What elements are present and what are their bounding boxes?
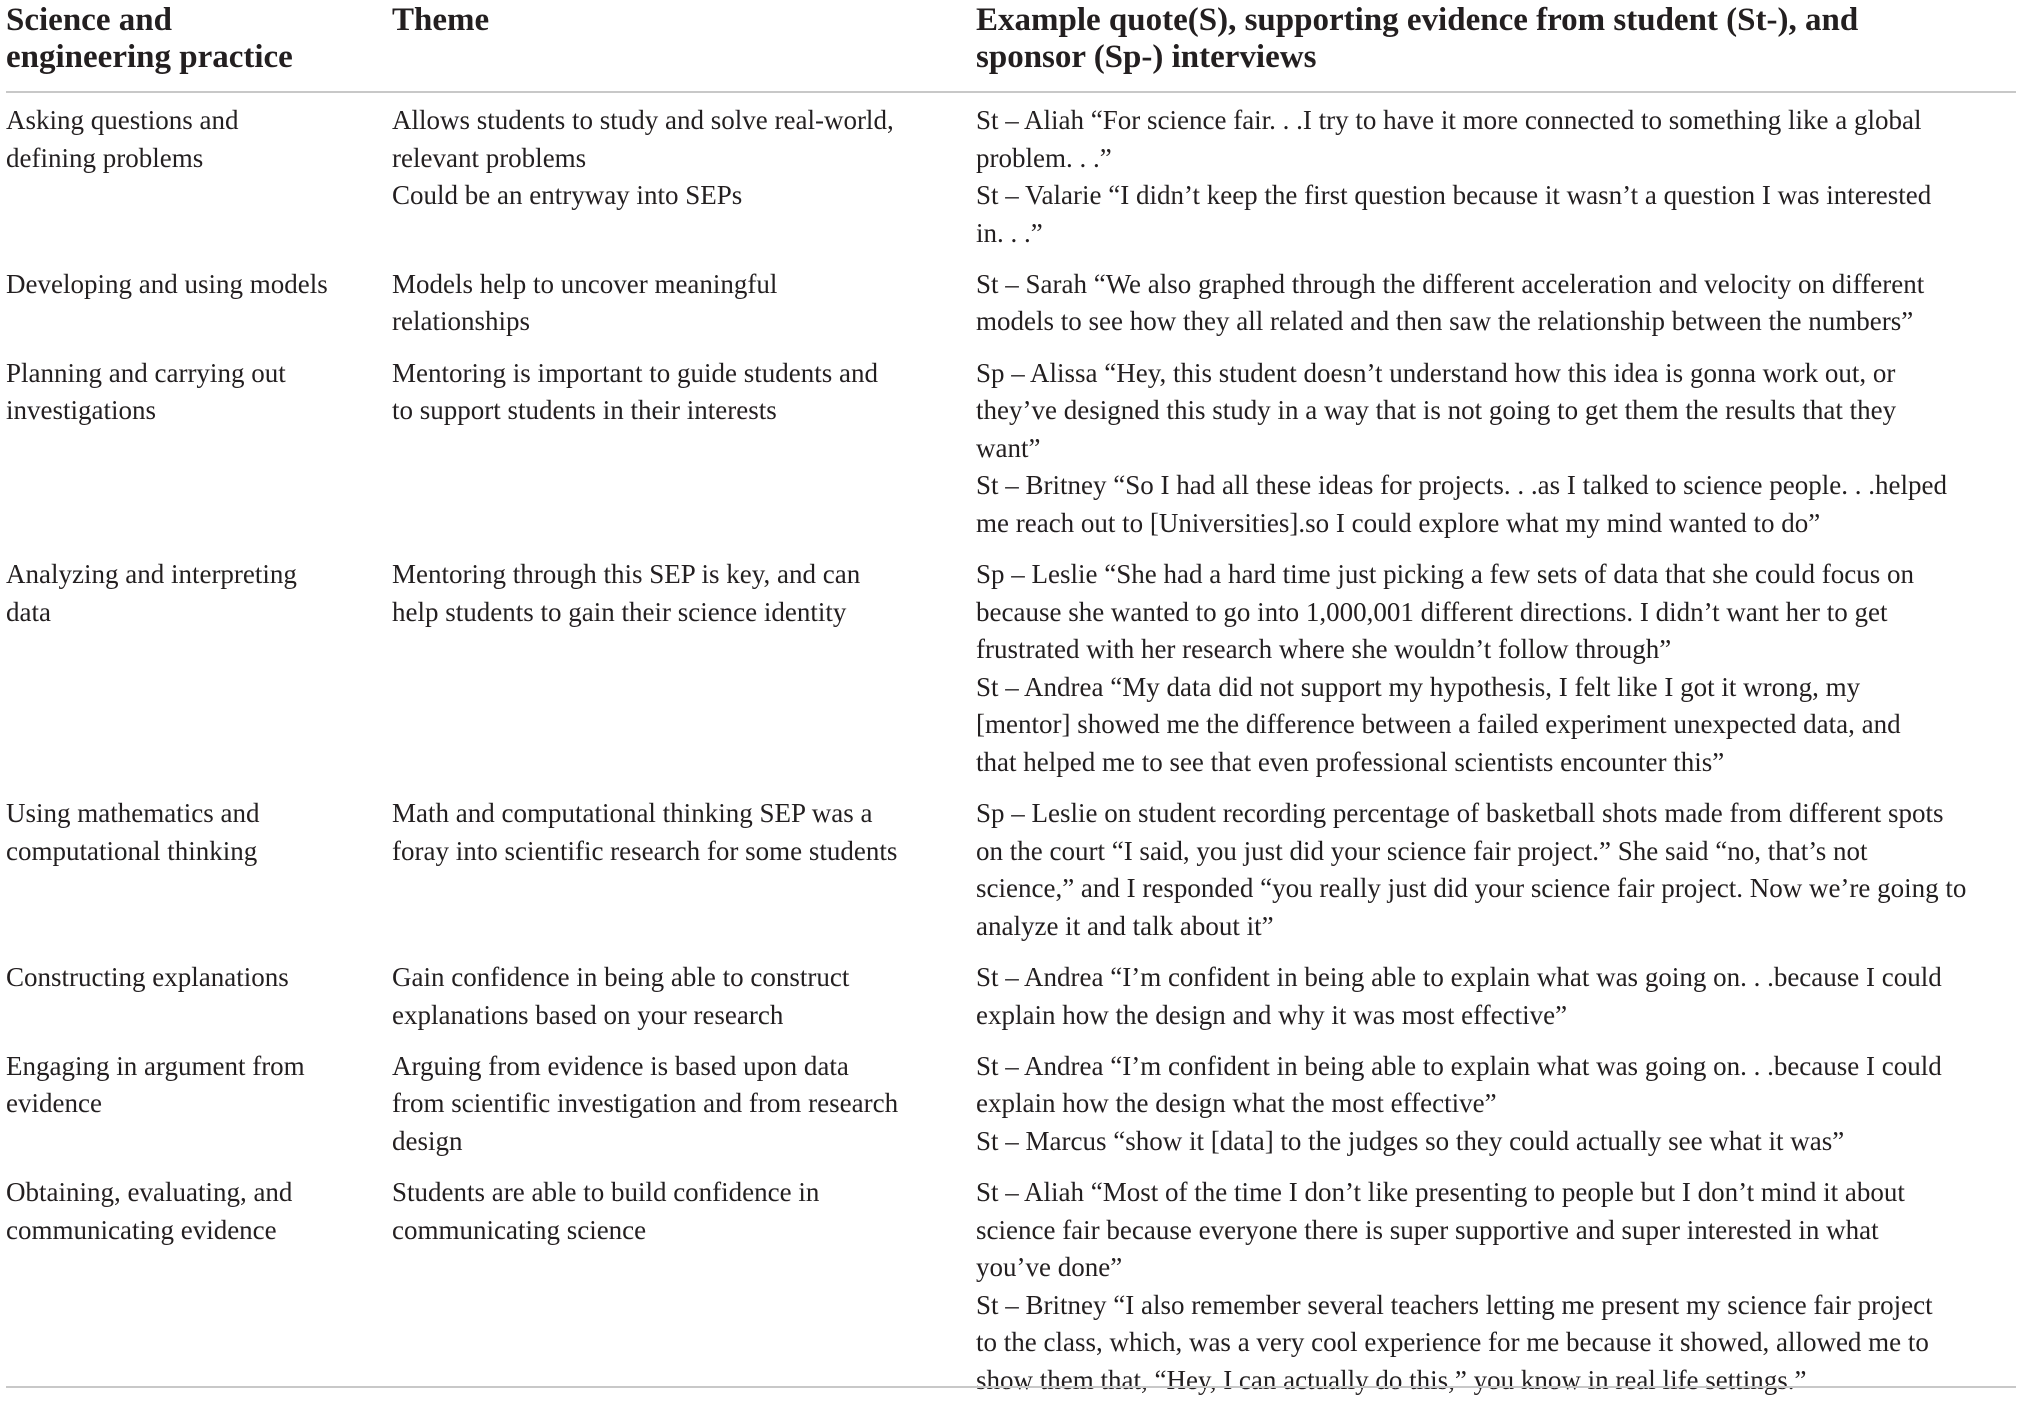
quote-cell-line: you’ve done”: [976, 1252, 1123, 1283]
header-practice-line: Science and: [6, 2, 172, 38]
table-row: [6, 1045, 2016, 1161]
table-row: [6, 352, 2016, 543]
theme-cell-line: relationships: [392, 306, 530, 337]
quote-cell: [976, 956, 2016, 1034]
theme-cell: [392, 956, 976, 1034]
header-quotes: [976, 2, 2016, 76]
practice-cell-line: evidence: [6, 1088, 102, 1119]
theme-cell-line: help students to gain their science identity: [392, 596, 847, 627]
quote-cell-line: show them that, “Hey, I can actually do this,” you know in real life settings.”: [976, 1364, 1807, 1395]
theme-cell-line: Arguing from evidence is based upon data: [392, 1050, 849, 1081]
theme-cell: [392, 1171, 976, 1249]
practice-cell-line: computational thinking: [6, 835, 258, 866]
practice-cell-line: Developing and using models: [6, 268, 328, 299]
theme-cell-line: Students are able to build confidence in: [392, 1176, 820, 1207]
quote-cell-line: frustrated with her research where she wouldn’t follow through”: [976, 634, 1672, 665]
quote-cell-line: St – Andrea “My data did not support my hypothesis, I felt like I got it wrong, my: [976, 671, 1861, 702]
practice-cell: [6, 263, 392, 304]
table-row: [6, 263, 2016, 341]
sep-themes-table: [6, 0, 2016, 1410]
practice-cell: [6, 792, 392, 870]
quote-cell-line: problem. . .”: [976, 142, 1112, 173]
quote-cell-line: science fair because everyone there is super supportive and super interested in what: [976, 1214, 1879, 1245]
practice-cell: [6, 99, 392, 177]
practice-cell: [6, 352, 392, 430]
theme-cell-line: design: [392, 1125, 463, 1156]
theme-cell-line: communicating science: [392, 1214, 647, 1245]
quote-cell: [976, 553, 2016, 782]
theme-cell-line: foray into scientific research for some students: [392, 835, 898, 866]
quote-cell-line: science,” and I responded “you really just did your science fair project. Now we’re going to: [976, 873, 1967, 904]
quote-cell-line: St – Britney “So I had all these ideas for projects. . .as I talked to science people. . .helped: [976, 470, 1947, 501]
table-row: [6, 792, 2016, 945]
header-theme: [392, 2, 976, 39]
theme-cell: [392, 263, 976, 341]
quote-cell: [976, 792, 2016, 945]
practice-cell-line: defining problems: [6, 142, 204, 173]
quote-cell-line: in. . .”: [976, 217, 1043, 248]
quote-cell-line: explain how the design and why it was most effective”: [976, 999, 1568, 1030]
practice-cell: [6, 1171, 392, 1249]
quote-cell-line: on the court “I said, you just did your science fair project.” She said “no, that’s not: [976, 835, 1868, 866]
theme-cell-line: Mentoring is important to guide students and: [392, 357, 878, 388]
quote-cell-line: explain how the design what the most effective”: [976, 1088, 1497, 1119]
theme-cell-line: Mentoring through this SEP is key, and can: [392, 559, 861, 590]
practice-cell-line: data: [6, 596, 51, 627]
practice-cell-line: Engaging in argument from: [6, 1050, 305, 1081]
theme-cell: [392, 99, 976, 215]
quote-cell-line: Sp – Leslie “She had a hard time just picking a few sets of data that she could focus on: [976, 559, 1915, 590]
quote-cell-line: St – Andrea “I’m confident in being able to explain what was going on. . .because I could: [976, 1050, 1942, 1081]
theme-cell: [392, 792, 976, 870]
table-body: [6, 93, 2016, 1400]
table-row: [6, 1171, 2016, 1400]
quote-cell: [976, 1171, 2016, 1400]
header-quotes-line: sponsor (Sp-) interviews: [976, 39, 1317, 75]
table-bottom-rule: [6, 1386, 2016, 1388]
quote-cell-line: St – Aliah “Most of the time I don’t like presenting to people but I don’t mind it about: [976, 1176, 1905, 1207]
header-practice-line: engineering practice: [6, 39, 293, 75]
quote-cell: [976, 263, 2016, 341]
quote-cell: [976, 99, 2016, 252]
quote-cell-line: they’ve designed this study in a way that is not going to get them the results that they: [976, 395, 1897, 426]
quote-cell-line: that helped me to see that even professional scientists encounter this”: [976, 747, 1725, 777]
quote-cell: [976, 1045, 2016, 1161]
practice-cell-line: communicating evidence: [6, 1214, 277, 1245]
practice-cell: [6, 553, 392, 631]
theme-cell-line: Allows students to study and solve real-world,: [392, 105, 894, 135]
quote-cell-line: Sp – Leslie on student recording percentage of basketball shots made from different spots: [976, 798, 1944, 829]
header-quotes-line: Example quote(S), supporting evidence from student (St-), and: [976, 2, 1859, 38]
theme-cell-line: Models help to uncover meaningful: [392, 268, 778, 299]
quote-cell-line: St – Valarie “I didn’t keep the first question because it wasn’t a question I was interested: [976, 180, 1932, 211]
quote-cell-line: to the class, which, was a very cool experience for me because it showed, allowed me to: [976, 1327, 1929, 1358]
quote-cell-line: because she wanted to go into 1,000,001 different directions. I didn’t want her to get: [976, 596, 1888, 627]
practice-cell: [6, 1045, 392, 1123]
table-row: [6, 956, 2016, 1034]
quote-cell-line: St – Marcus “show it [data] to the judges so they could actually see what it was”: [976, 1125, 1845, 1156]
quote-cell-line: Sp – Alissa “Hey, this student doesn’t understand how this idea is gonna work out, or: [976, 357, 1896, 388]
quote-cell-line: analyze it and talk about it”: [976, 910, 1274, 941]
quote-cell-line: St – Andrea “I’m confident in being able to explain what was going on. . .because I could: [976, 961, 1942, 992]
practice-cell-line: Planning and carrying out: [6, 357, 286, 388]
quote-cell-line: models to see how they all related and then saw the relationship between the numbers”: [976, 306, 1914, 337]
header-theme-line: Theme: [392, 2, 490, 38]
quote-cell-line: want”: [976, 432, 1041, 463]
theme-cell-line: Math and computational thinking SEP was a: [392, 798, 873, 829]
practice-cell-line: investigations: [6, 395, 156, 426]
quote-cell: [976, 352, 2016, 543]
theme-cell-line: Could be an entryway into SEPs: [392, 180, 743, 211]
header-practice: [6, 2, 392, 76]
theme-cell-line: explanations based on your research: [392, 999, 784, 1030]
table-header-row: [6, 0, 2016, 93]
practice-cell-line: Analyzing and interpreting: [6, 559, 297, 590]
theme-cell: [392, 352, 976, 430]
practice-cell-line: Using mathematics and: [6, 798, 260, 829]
theme-cell-line: Gain confidence in being able to construct: [392, 961, 850, 992]
quote-cell-line: St – Britney “I also remember several teachers letting me present my science fair project: [976, 1289, 1933, 1320]
quote-cell-line: me reach out to [Universities].so I could explore what my mind wanted to do”: [976, 507, 1821, 538]
theme-cell: [392, 1045, 976, 1161]
quote-cell-line: St – Aliah “For science fair. . .I try to have it more connected to something like a global: [976, 105, 1922, 135]
table-row: [6, 99, 2016, 252]
practice-cell-line: Obtaining, evaluating, and: [6, 1176, 293, 1207]
quote-cell-line: [mentor] showed me the difference between a failed experiment unexpected data, and: [976, 709, 1901, 740]
theme-cell: [392, 553, 976, 631]
theme-cell-line: from scientific investigation and from research: [392, 1088, 899, 1119]
practice-cell: [6, 956, 392, 997]
practice-cell-line: Asking questions and: [6, 105, 239, 135]
table-row: [6, 553, 2016, 782]
theme-cell-line: to support students in their interests: [392, 395, 777, 426]
practice-cell-line: Constructing explanations: [6, 961, 289, 992]
theme-cell-line: relevant problems: [392, 142, 587, 173]
quote-cell-line: St – Sarah “We also graphed through the different acceleration and velocity on different: [976, 268, 1925, 299]
